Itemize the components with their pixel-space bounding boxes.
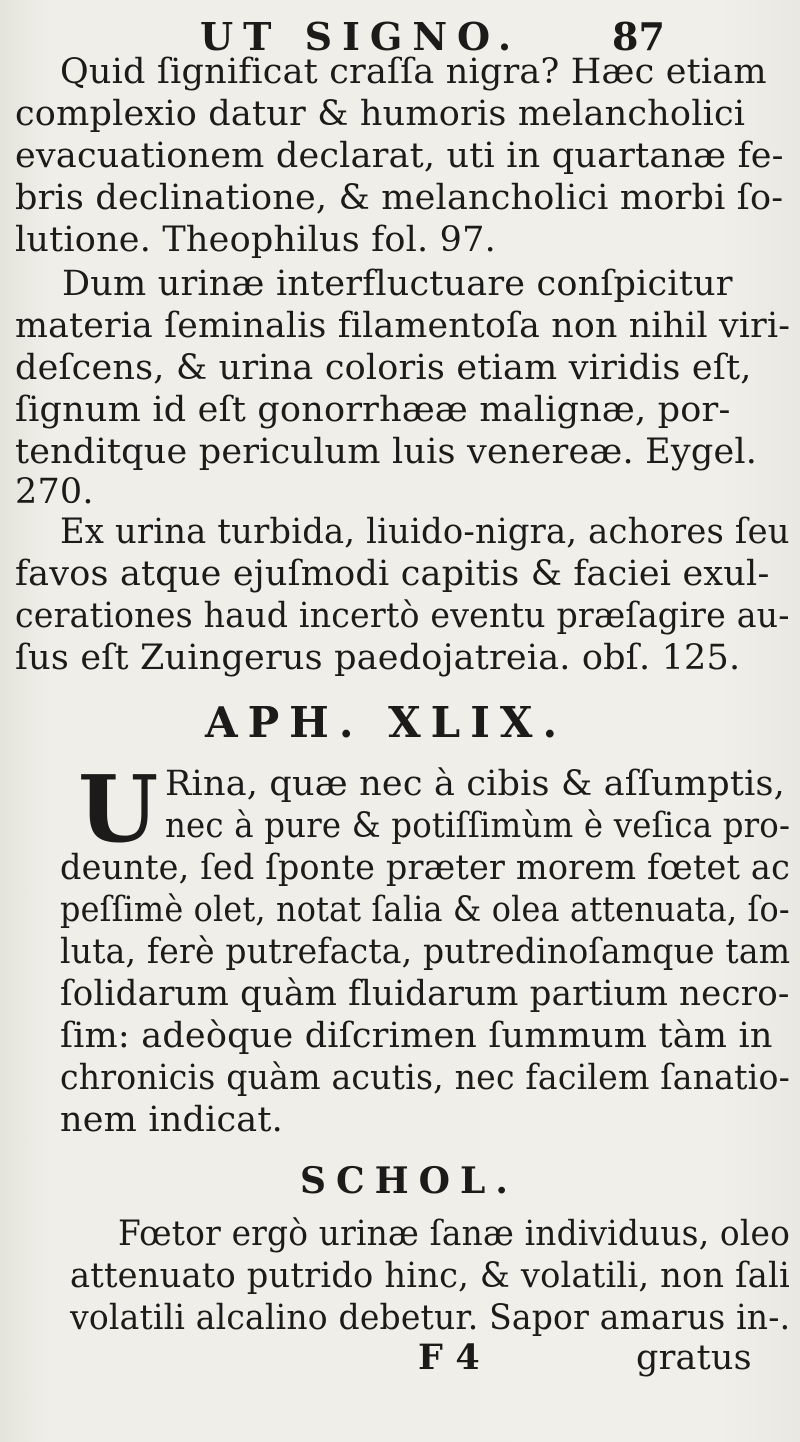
- text-line: ſignum id eſt gonorrhææ malignæ, por-: [15, 390, 731, 430]
- scholion-heading: SCHOL.: [300, 1160, 518, 1202]
- text-line: nem indicat.: [60, 1100, 283, 1140]
- text-line: evacuationem declarat, uti in quartanæ fe-: [15, 136, 784, 176]
- text-line: deunte, ſed ſponte præter morem fœtet ac: [60, 848, 790, 888]
- text-line: lutione. Theophilus fol. 97.: [15, 220, 496, 260]
- page-number: 87: [612, 14, 665, 59]
- text-line: 270.: [15, 472, 94, 512]
- aphorism-heading: APH. XLIX.: [205, 698, 568, 747]
- text-line: materia ſeminalis filamentoſa non nihil viri-: [15, 306, 791, 346]
- catchword: gratus: [636, 1338, 752, 1378]
- text-line: nec à pure & potiſſimùm è veſica pro-: [165, 806, 791, 846]
- text-line: luta, ferè putrefacta, putredinoſamque tam: [60, 932, 791, 972]
- text-line: Fœtor ergò urinæ ſanæ individuus, oleo: [118, 1214, 791, 1254]
- text-line: favos atque ejuſmodi capitis & faciei exul-: [15, 554, 770, 594]
- text-line: Ex urina turbida, liuido-nigra, achores ſeu: [60, 512, 790, 552]
- text-line: Dum urinæ interfluctuare conſpicitur: [62, 264, 733, 304]
- text-line: ſolidarum quàm fluidarum partium necro-: [60, 974, 790, 1014]
- text-line: cerationes haud incertò eventu præſagire au-: [15, 596, 790, 636]
- text-line: Rina, quæ nec à cibis & aſſumptis,: [165, 764, 785, 804]
- text-line: peſſimè olet, notat ſalia & olea attenuata, ſo-: [60, 890, 790, 930]
- text-line: attenuato putrido hinc, & volatili, non ſali: [70, 1256, 790, 1296]
- running-head: UT SIGNO.: [200, 14, 522, 59]
- text-line: ſus eſt Zuingerus paedojatreia. obſ. 125.: [15, 638, 741, 678]
- text-line: chronicis quàm acutis, nec facilem ſanatio-: [60, 1058, 790, 1098]
- signature-mark: F 4: [418, 1337, 480, 1378]
- text-line: Quid ſignificat craſſa nigra? Hæc etiam: [60, 52, 767, 92]
- text-line: complexio datur & humoris melancholici: [15, 94, 746, 134]
- text-line: bris declinatione, & melancholici morbi ſo-: [15, 178, 784, 218]
- text-line: tenditque periculum luis venereæ. Eygel.: [15, 432, 758, 472]
- text-line: ſim: adeòque diſcrimen ſummum tàm in: [60, 1016, 773, 1056]
- text-line: volatili alcalino debetur. Sapor amarus in-.: [70, 1298, 791, 1338]
- drop-cap-initial: U: [78, 755, 159, 863]
- text-line: deſcens, & urina coloris etiam viridis eſt,: [15, 348, 752, 388]
